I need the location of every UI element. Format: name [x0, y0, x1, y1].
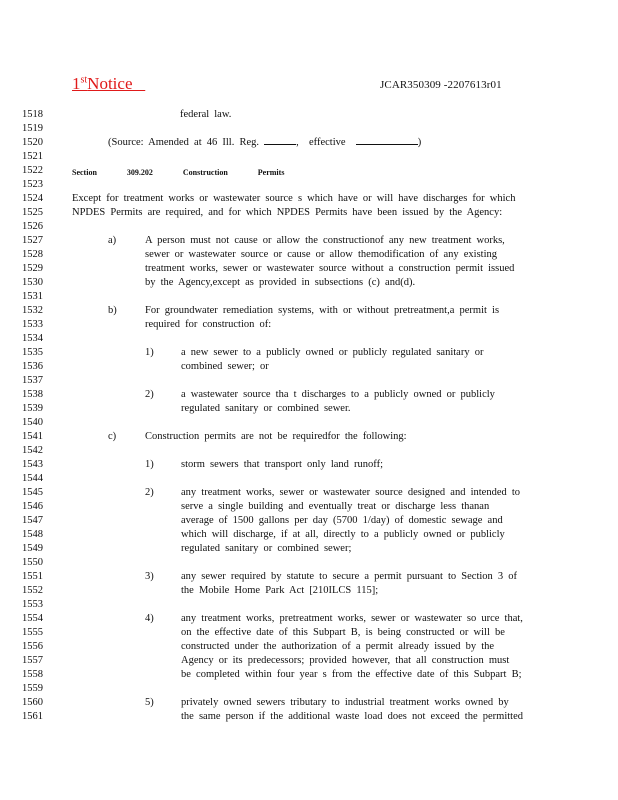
- text-line: combined sewer; or: [181, 361, 269, 372]
- section-heading: Section 309.202 Construction Permits: [72, 168, 285, 177]
- line-number: 1524: [22, 193, 43, 204]
- line-number: 1559: [22, 683, 43, 694]
- line-number: 1545: [22, 487, 43, 498]
- text-line: Except for treatment works or wastewater source s which have or will have discharges for which: [72, 193, 516, 204]
- text-line: a new sewer to a publicly owned or publicly regulated sanitary or: [181, 347, 484, 358]
- text-line: by the Agency,except as provided in subsections (c) and(d).: [145, 277, 416, 288]
- text-line: regulated sanitary or combined sewer;: [181, 543, 352, 554]
- source-note: (Source: Amended at 46 Ill. Reg. , effective ): [108, 137, 422, 148]
- text-line: sewer or wastewater source or cause or allow themodification of any existing: [145, 249, 498, 260]
- text-line: For groundwater remediation systems, with or without pretreatment,a permit is: [145, 305, 500, 316]
- line-number: 1528: [22, 249, 43, 260]
- line-number: 1555: [22, 627, 43, 638]
- line-number: 1553: [22, 599, 43, 610]
- line-number: 1523: [22, 179, 43, 190]
- item-marker: 3): [145, 571, 154, 582]
- line-number: 1522: [22, 165, 43, 176]
- text-line: the same person if the additional waste load does not exceed the permitted: [181, 711, 523, 722]
- line-number: 1543: [22, 459, 43, 470]
- line-number: 1531: [22, 291, 43, 302]
- item-marker: 4): [145, 613, 154, 624]
- item-marker: 2): [145, 487, 154, 498]
- text-line: required for construction of:: [145, 319, 272, 330]
- line-number: 1520: [22, 137, 43, 148]
- text-line: any treatment works, pretreatment works, sewer or wastewater so urce that,: [181, 613, 523, 624]
- line-number: 1526: [22, 221, 43, 232]
- text-line: serve a single building and eventually treat or discharge less thanan: [181, 501, 490, 512]
- item-marker: 5): [145, 697, 154, 708]
- line-number: 1547: [22, 515, 43, 526]
- text-line: a wastewater source tha t discharges to a publicly owned or publicly: [181, 389, 495, 400]
- line-number: 1546: [22, 501, 43, 512]
- text-line: average of 1500 gallons per day (5700 1/day) of domestic sewage and: [181, 515, 503, 526]
- line-number: 1556: [22, 641, 43, 652]
- text-line: Construction permits are not be requiredfor the following:: [145, 431, 407, 442]
- text-line: privately owned sewers tributary to industrial treatment works owned by: [181, 697, 509, 708]
- line-number: 1552: [22, 585, 43, 596]
- line-number: 1530: [22, 277, 43, 288]
- line-number: 1532: [22, 305, 43, 316]
- text-line: the Mobile Home Park Act [210ILCS 115];: [181, 585, 379, 596]
- line-number: 1561: [22, 711, 43, 722]
- line-number: 1537: [22, 375, 43, 386]
- text-line: NPDES Permits are required, and for which NPDES Permits have been issued by the Agency:: [72, 207, 503, 218]
- item-marker: 2): [145, 389, 154, 400]
- line-number: 1540: [22, 417, 43, 428]
- text-line: any sewer required by statute to secure a permit pursuant to Section 3 of: [181, 571, 518, 582]
- text-line: Agency or its predecessors; provided however, that all construction must: [181, 655, 510, 666]
- line-number: 1534: [22, 333, 43, 344]
- line-number: 1544: [22, 473, 43, 484]
- line-number: 1518: [22, 109, 43, 120]
- line-number: 1525: [22, 207, 43, 218]
- line-number: 1541: [22, 431, 43, 442]
- line-number: 1539: [22, 403, 43, 414]
- line-number: 1536: [22, 361, 43, 372]
- text-line: treatment works, sewer or wastewater source without a construction permit issued: [145, 263, 515, 274]
- line-number: 1558: [22, 669, 43, 680]
- line-number: 1551: [22, 571, 43, 582]
- line-number: 1550: [22, 557, 43, 568]
- item-marker: 1): [145, 347, 154, 358]
- line-number: 1521: [22, 151, 43, 162]
- line-number: 1529: [22, 263, 43, 274]
- subsection-marker: c): [108, 431, 117, 442]
- line-number: 1527: [22, 235, 43, 246]
- text-line: be completed within four year s from the effective date of this Subpart B;: [181, 669, 522, 680]
- line-number: 1548: [22, 529, 43, 540]
- line-number: 1560: [22, 697, 43, 708]
- item-marker: 1): [145, 459, 154, 470]
- blank-line: [264, 143, 296, 145]
- line-number: 1535: [22, 347, 43, 358]
- text-line: regulated sanitary or combined sewer.: [181, 403, 351, 414]
- text-line: storm sewers that transport only land runoff;: [181, 459, 384, 470]
- line-number: 1549: [22, 543, 43, 554]
- subsection-marker: a): [108, 235, 117, 246]
- text-line: which will discharge, if at all, directly to a publicly owned or publicly: [181, 529, 505, 540]
- line-number: 1557: [22, 655, 43, 666]
- text-line: any treatment works, sewer or wastewater source designed and intended to: [181, 487, 521, 498]
- blank-line: [356, 143, 418, 145]
- line-number: 1538: [22, 389, 43, 400]
- text-line: on the effective date of this Subpart B, is being constructed or will be: [181, 627, 505, 638]
- text-line: constructed under the authorization of a permit already issued by the: [181, 641, 495, 652]
- text-line: federal law.: [180, 109, 232, 120]
- line-number: 1542: [22, 445, 43, 456]
- subsection-marker: b): [108, 305, 117, 316]
- line-number: 1533: [22, 319, 43, 330]
- text-line: A person must not cause or allow the constructionof any new treatment works,: [145, 235, 505, 246]
- line-number: 1519: [22, 123, 43, 134]
- first-notice-heading: 1stNotice: [72, 74, 133, 93]
- line-number: 1554: [22, 613, 43, 624]
- jcar-identifier: JCAR350309 -2207613r01: [380, 79, 502, 91]
